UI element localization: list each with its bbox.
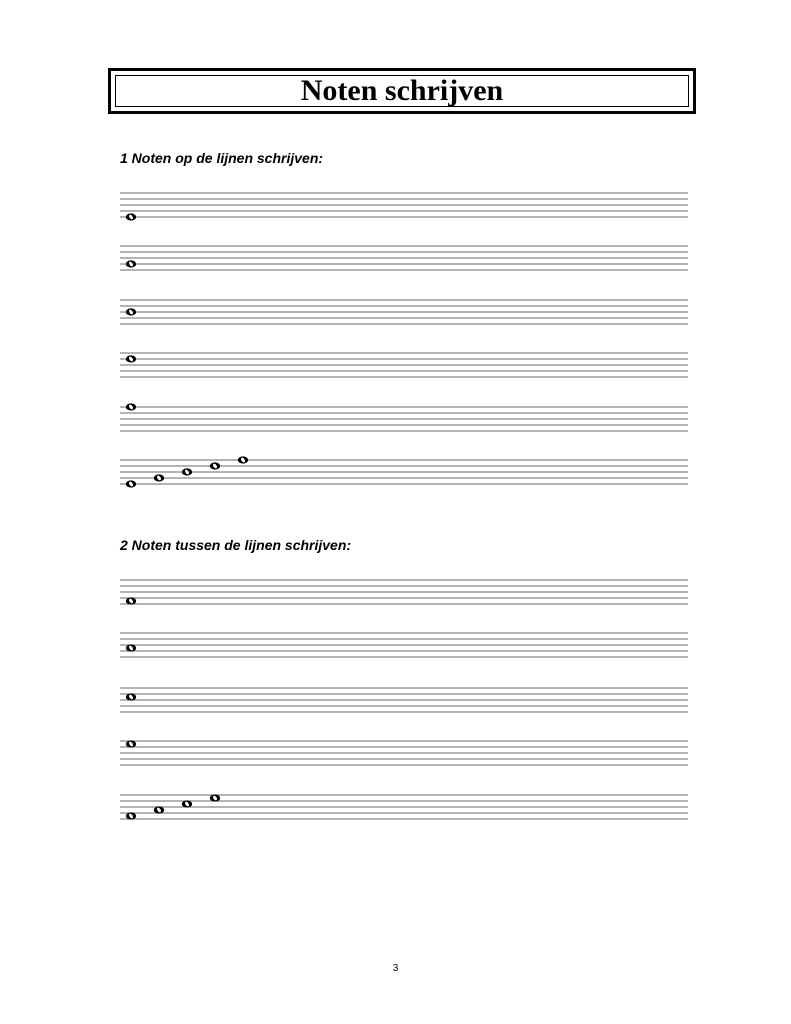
whole-note [126,480,136,487]
whole-note [126,355,136,362]
staff [120,456,688,487]
staff [120,193,688,221]
whole-note [126,308,136,315]
staff [120,580,688,605]
page-title: Noten schrijven [300,74,504,107]
whole-note [238,456,248,463]
whole-note [126,644,136,651]
whole-note [126,260,136,267]
whole-note [126,597,136,604]
whole-note [126,213,136,220]
whole-note [154,806,164,813]
staff [120,403,688,431]
section-1-heading: 1 Noten op de lijnen schrijven: [120,150,324,166]
whole-note [154,474,164,481]
staff [120,688,688,712]
whole-note [210,462,220,469]
whole-note [126,403,136,410]
whole-note [126,812,136,819]
whole-note [126,693,136,700]
staff [120,633,688,657]
staff [120,740,688,765]
staff [120,246,688,270]
staff [120,794,688,819]
staff [120,353,688,377]
whole-note [210,794,220,801]
whole-note [182,800,192,807]
whole-note [126,740,136,747]
page-number: 3 [392,963,399,974]
section-2-heading: 2 Noten tussen de lijnen schrijven: [120,537,352,553]
staff [120,300,688,324]
whole-note [182,468,192,475]
